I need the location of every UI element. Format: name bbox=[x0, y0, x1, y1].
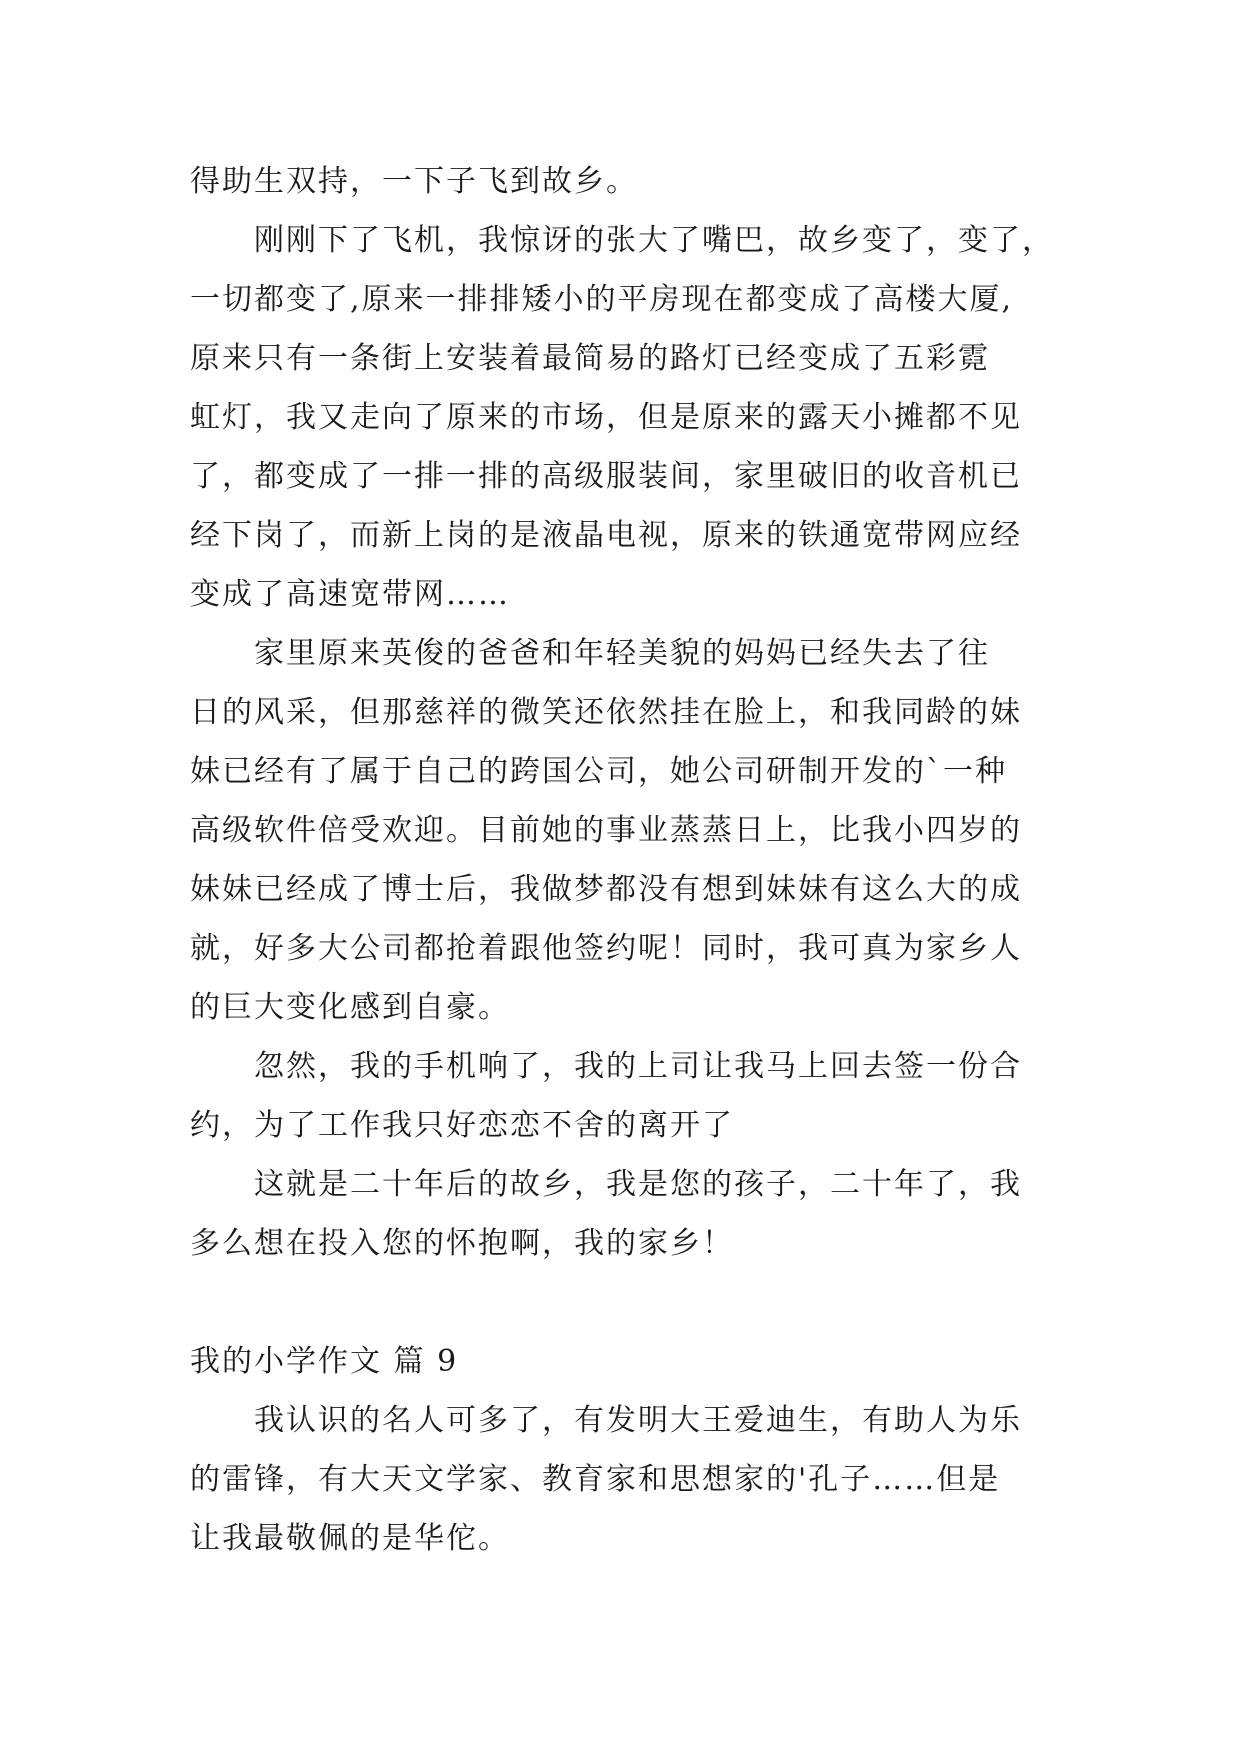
paragraph-4 bbox=[190, 1037, 1080, 1155]
blank-line bbox=[190, 1273, 1080, 1332]
paragraph-line: 忽然，我的手机响了，我的上司让我马上回去签一份合 bbox=[254, 1049, 1022, 1084]
paragraph-line: 原来只有一条街上安装着最简易的路灯已经变成了五彩霓 bbox=[190, 341, 990, 376]
paragraph-line: 我认识的名人可多了，有发明大王爱迪生，有助人为乐 bbox=[254, 1403, 1022, 1438]
paragraph-line: 就，好多大公司都抢着跟他签约呢！同时，我可真为家乡人 bbox=[190, 931, 1022, 966]
paragraph-line: 的雷锋，有大天文学家、教育家和思想家的'孔子……但是 bbox=[190, 1462, 1001, 1497]
paragraph-line: 家里原来英俊的爸爸和年轻美貌的妈妈已经失去了往 bbox=[254, 636, 990, 671]
paragraph-line: 妹妹已经成了博士后，我做梦都没有想到妹妹有这么大的成 bbox=[190, 872, 1022, 907]
paragraph-line: 刚刚下了飞机，我惊讶的张大了嘴巴，故乡变了，变了， bbox=[254, 223, 1054, 258]
paragraph-line: 高级软件倍受欢迎。目前她的事业蒸蒸日上，比我小四岁的 bbox=[190, 813, 1022, 848]
paragraph-1 bbox=[190, 152, 1080, 211]
paragraph-line: 经下岗了，而新上岗的是液晶电视，原来的铁通宽带网应经 bbox=[190, 518, 1022, 553]
paragraph-3 bbox=[190, 624, 1080, 1037]
paragraph-2 bbox=[190, 211, 1080, 624]
document-body bbox=[190, 152, 1080, 1568]
paragraph-line: 的巨大变化感到自豪。 bbox=[190, 990, 510, 1025]
paragraph-line: 多么想在投入您的怀抱啊，我的家乡！ bbox=[190, 1226, 734, 1261]
section-heading: 我的小学作文 篇 9 bbox=[190, 1344, 459, 1379]
paragraph-line: 一切都变了,原来一排排矮小的平房现在都变成了高楼大厦, bbox=[190, 282, 1014, 317]
paragraph-line: 了，都变成了一排一排的高级服装间，家里破旧的收音机已 bbox=[190, 459, 1022, 494]
paragraph-line: 让我最敬佩的是华佗。 bbox=[190, 1521, 510, 1556]
paragraph-line: 得助生双持，一下子飞到故乡。 bbox=[190, 164, 638, 199]
paragraph-line: 约，为了工作我只好恋恋不舍的离开了 bbox=[190, 1108, 734, 1143]
paragraph-line: 妹已经有了属于自己的跨国公司，她公司研制开发的`一种 bbox=[190, 754, 1007, 789]
paragraph-line: 这就是二十年后的故乡，我是您的孩子，二十年了，我 bbox=[254, 1167, 1022, 1202]
paragraph-line: 变成了高速宽带网…… bbox=[190, 577, 510, 612]
paragraph-5 bbox=[190, 1155, 1080, 1273]
paragraph-line: 虹灯，我又走向了原来的市场，但是原来的露天小摊都不见 bbox=[190, 400, 1022, 435]
paragraph-line: 日的风采，但那慈祥的微笑还依然挂在脸上，和我同龄的妹 bbox=[190, 695, 1022, 730]
paragraph-6 bbox=[190, 1391, 1080, 1568]
